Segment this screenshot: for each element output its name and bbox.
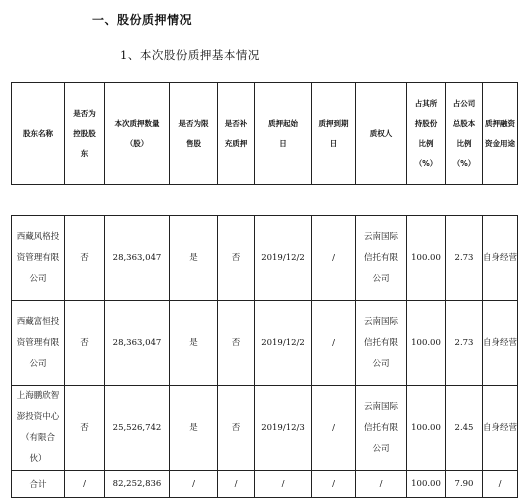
cell-quantity: 28,363,047 [105, 216, 170, 301]
total-controlling: / [65, 471, 105, 498]
table-row [12, 216, 518, 301]
header-pledgee: 质权人 [356, 83, 407, 185]
total-label: 合计 [12, 471, 65, 498]
total-supplementary: / [218, 471, 255, 498]
section-title: 一、股份质押情况 [92, 13, 193, 27]
header-row [12, 83, 518, 185]
cell-supplementary: 否 [218, 386, 255, 471]
pledge-table [11, 82, 518, 498]
total-pct-held: 100.00 [407, 471, 446, 498]
cell-controlling: 否 [65, 386, 105, 471]
cell-restricted: 是 [170, 301, 218, 386]
header-shareholder-name: 股东名称 [12, 83, 65, 185]
header-pledge-quantity: 本次质押数量 （股） [105, 83, 170, 185]
spacer-row [12, 185, 518, 216]
total-restricted: / [170, 471, 218, 498]
cell-supplementary: 否 [218, 301, 255, 386]
cell-pledgee: 云南国际 信托有限 公司 [356, 386, 407, 471]
cell-name: 上海鹏欣智 澎投资中心 （有限合 伙） [12, 386, 65, 471]
header-restricted-shares: 是否为限 售股 [170, 83, 218, 185]
cell-pledgee: 云南国际 信托有限 公司 [356, 301, 407, 386]
cell-quantity: 25,526,742 [105, 386, 170, 471]
cell-name: 西藏富恒投 资管理有限 公司 [12, 301, 65, 386]
subsection-title: 1、本次股份质押基本情况 [120, 48, 260, 62]
header-fund-use: 质押融资 资金用途 [483, 83, 518, 185]
cell-pct-total: 2.73 [446, 301, 483, 386]
cell-supplementary: 否 [218, 216, 255, 301]
cell-pct-held: 100.00 [407, 386, 446, 471]
cell-controlling: 否 [65, 216, 105, 301]
total-start-date: / [255, 471, 312, 498]
cell-use: 自身经营 [483, 386, 518, 471]
total-end-date: / [312, 471, 356, 498]
header-pct-of-total-capital: 占公司 总股本 比例 （%） [446, 83, 483, 185]
cell-quantity: 28,363,047 [105, 301, 170, 386]
header-controlling-shareholder: 是否为 控股股 东 [65, 83, 105, 185]
header-supplementary-pledge: 是否补 充质押 [218, 83, 255, 185]
table-row [12, 386, 518, 471]
total-pct-total: 7.90 [446, 471, 483, 498]
cell-pct-total: 2.73 [446, 216, 483, 301]
cell-pct-held: 100.00 [407, 216, 446, 301]
cell-restricted: 是 [170, 386, 218, 471]
total-quantity: 82,252,836 [105, 471, 170, 498]
header-start-date: 质押起始 日 [255, 83, 312, 185]
cell-controlling: 否 [65, 301, 105, 386]
cell-name: 西藏风格投 资管理有限 公司 [12, 216, 65, 301]
cell-end-date: / [312, 386, 356, 471]
cell-end-date: / [312, 301, 356, 386]
cell-use: 自身经营 [483, 301, 518, 386]
cell-pledgee: 云南国际 信托有限 公司 [356, 216, 407, 301]
cell-start-date: 2019/12/2 [255, 301, 312, 386]
cell-start-date: 2019/12/2 [255, 216, 312, 301]
total-pledgee: / [356, 471, 407, 498]
cell-restricted: 是 [170, 216, 218, 301]
header-end-date: 质押到期 日 [312, 83, 356, 185]
header-pct-of-holding: 占其所 持股份 比例 （%） [407, 83, 446, 185]
cell-pct-held: 100.00 [407, 301, 446, 386]
table-row [12, 301, 518, 386]
total-row [12, 471, 518, 498]
cell-end-date: / [312, 216, 356, 301]
cell-use: 自身经营 [483, 216, 518, 301]
cell-pct-total: 2.45 [446, 386, 483, 471]
total-use: / [483, 471, 518, 498]
cell-start-date: 2019/12/3 [255, 386, 312, 471]
